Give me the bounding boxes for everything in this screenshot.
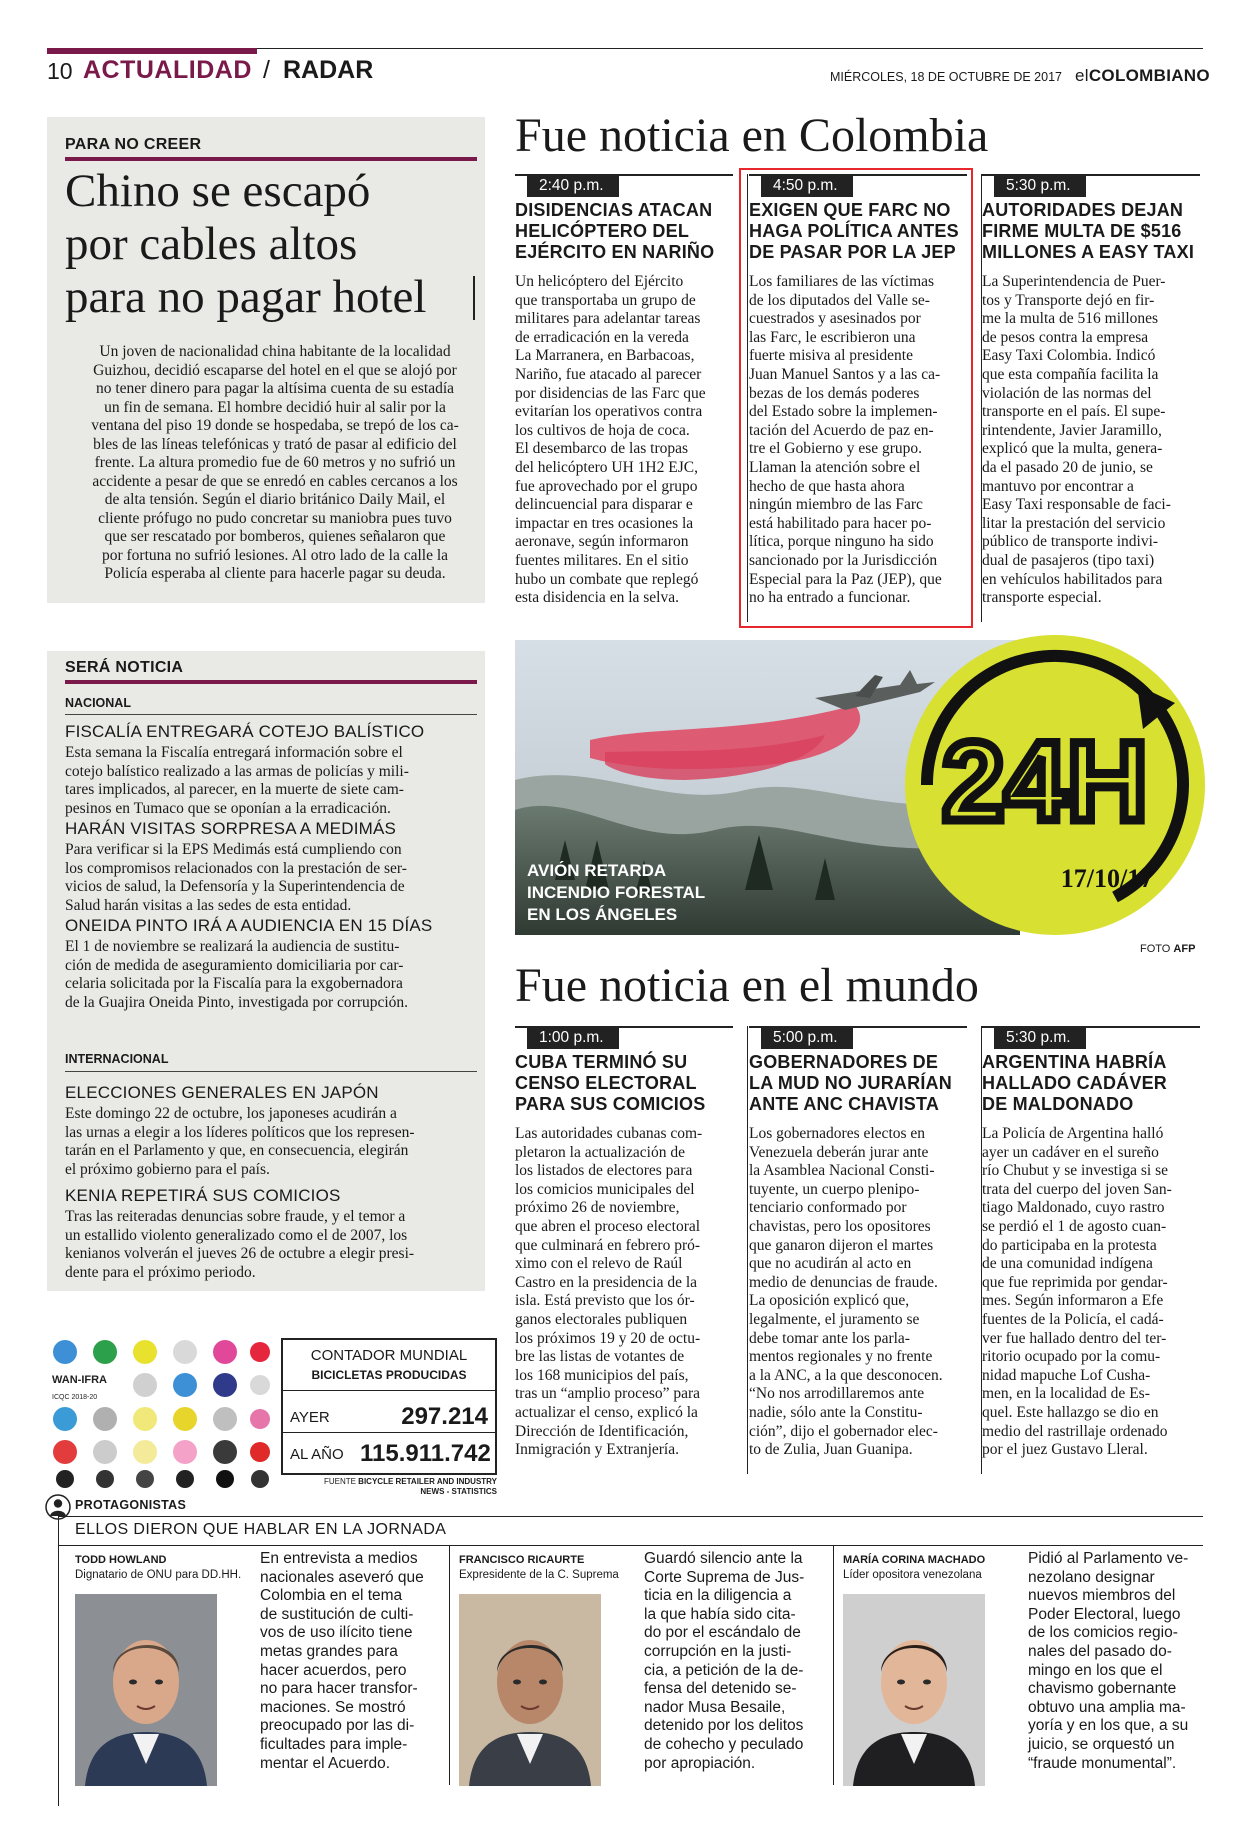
title-line: Chino se escapó [65,165,371,217]
thin-rule [65,1071,477,1072]
body-line: mingo en los que el [1028,1661,1163,1679]
time-badge: 5:30 p.m. [994,176,1086,197]
body-line: cliente prófugo no pudo concretar su maniobra pues tuvo [98,509,452,527]
body-line: explicó que la multa, genera- [982,440,1163,458]
body-line: del helicóptero UH 1H2 EJC, [515,458,698,476]
body-line: ción”, dijo el gobernador elec- [749,1422,938,1440]
body-line: dual de pasajeros (tipo taxi) [982,551,1155,569]
page-number: 10 [47,58,73,84]
icqc-code: ICQC 2018-20 [52,1394,98,1401]
body-line: celaria solicitada por la Fiscalía para la exgobernadora [65,975,403,992]
body-line: que ser rescatado por bomberos, quienes señalaron que [104,528,446,545]
body-line: “fraude monumental”. [1028,1754,1177,1772]
body-line: en vehículos habilitados para [982,570,1163,588]
counter-divider [283,1390,495,1391]
column-headline [749,1052,971,1115]
body-line: frente. La altura promedio fue de 60 metros y no sufrió un [94,454,456,471]
body-line: La Policía de Argentina halló [982,1125,1164,1142]
body-line: los comicios municipales del [515,1180,695,1198]
body-line: El 1 de noviembre se realizará la audiencia de sustitu- [65,938,400,955]
section-separator: / [263,56,270,84]
body-line: mes. Según informaron a Efe [982,1292,1164,1310]
protagonistas-subrule [58,1545,1203,1546]
headline-line: AUTORIDADES DEJAN [982,200,1184,220]
body-line: Juan Manuel Santos y a las ca- [749,365,941,383]
body-line: por disidencias de las Farc que [515,384,706,402]
body-line: público de transporte indivi- [982,533,1159,551]
wan-ifra-logo: WAN-IFRA [52,1374,107,1386]
body-line: Tras las reiteradas denuncias sobre fraude, y el temor a [65,1208,406,1225]
masthead-logo [1075,66,1210,86]
body-line: nezolano designar [1028,1568,1155,1586]
counter-ano-value: 115.911.742 [360,1440,491,1467]
news-item-title: FISCALÍA ENTREGARÁ COTEJO BALÍSTICO [65,722,425,741]
body-line: nadie, sólo ante la Constitu- [749,1403,923,1421]
body-line: La oposición explicó que, [749,1292,910,1310]
body-line: mentos regionales y no frente [749,1348,933,1366]
headline-line: MILLONES A EASY TAXI [982,242,1195,262]
body-line: por apropiación. [644,1754,756,1772]
body-line: medio de denuncias de fraude. [749,1273,938,1291]
body-line: hubo un combate que replegó [515,570,699,588]
body-line: la Asamblea Nacional Consti- [749,1162,935,1180]
body-line: violación de las normas del [982,384,1152,402]
body-line: bles de las líneas telefónicas y trató de pasar al edificio del [93,435,457,453]
body-line: nidad mapuche Lof Cusha- [982,1366,1151,1384]
body-line: do participaba en la protesta [982,1236,1157,1254]
body-line: está habilitado para hacer po- [749,514,932,532]
body-line: tares implicados, al parecer, en la muerte de siete cam- [65,781,404,798]
para-no-creer-title [65,165,426,324]
protagonistas-title: PROTAGONISTAS [75,1498,187,1512]
body-line: un estallido violento generalizado como el de 2007, los [65,1226,408,1244]
title-cursor-rule [473,276,475,320]
column-headline [515,200,737,263]
protagonist-name: FRANCISCO RICAURTE [459,1554,585,1566]
body-line: Para verificar si la EPS Medimás está cumpliendo con [65,841,402,858]
body-line: da el pasado 20 de junio, se [982,458,1153,476]
body-line: transporte especial. [982,589,1102,607]
body-line: no tener dinero para pagar la altísima cuenta de su estadía [95,380,455,397]
column-divider [747,1026,748,1474]
body-line: Dirección de Identificación, [515,1422,689,1440]
body-line: de cohecho y peculado [644,1735,804,1753]
body-line: ficultades para imple- [260,1735,408,1753]
issue-date: MIÉRCOLES, 18 DE OCTUBRE DE 2017 [829,70,1062,84]
news-item-title: KENIA REPETIRÁ SUS COMICIOS [65,1186,341,1205]
headline-line: CUBA TERMINÓ SU [515,1052,688,1072]
body-line: de sustitución de culti- [260,1605,414,1623]
headline-line: GOBERNADORES DE [749,1052,939,1072]
credit-prefix: FOTO [1140,943,1171,955]
headline-line: CENSO ELECTORAL [515,1073,697,1093]
headline-line: EXIGEN QUE FARC NO [749,200,951,220]
body-line: próximo 26 de noviembre, [515,1199,680,1217]
body-line: vos de uso ilícito tiene [260,1624,413,1642]
body-line: pesinos en Tumaco que se oponían a la erradicación. [65,799,391,817]
body-line: impactar en tres ocasiones la [515,514,694,532]
body-line: se perdió el 1 de agosto cuan- [982,1217,1167,1235]
kicker-rule [65,680,477,684]
body-line: no ha entrado a funcionar. [749,589,911,607]
body-line: isla. Está previsto que los ór- [515,1292,695,1310]
body-line: fue aprovechado por el grupo [515,477,698,495]
body-line: de pesos contra la empresa [982,328,1149,346]
body-line: de la Guajira Oneida Pinto, investigada por corrupción. [65,993,409,1011]
column-body [982,1125,1204,1460]
caption-line: AVIÓN RETARDA [527,861,667,880]
caption-line: EN LOS ÁNGELES [527,905,678,924]
protagonist-divider [833,1545,834,1785]
photo-credit [1140,943,1195,955]
photo-caption [527,860,705,926]
headline-line: PARA SUS COMICIOS [515,1094,706,1114]
body-line: ganos electorales publiquen [515,1310,688,1328]
body-line: Guizhou, decidió escaparse del hotel en el que se alojó por [93,361,457,379]
body-line: delincuencial para disparar e [515,496,693,514]
body-line: tación del Acuerdo de paz en- [749,421,934,439]
counter-ano-label: AL AÑO [290,1446,344,1463]
headline-line: HAGA POLÍTICA ANTES [749,221,959,241]
column-body [982,273,1204,608]
time-badge: 5:00 p.m. [761,1028,853,1049]
time-badge: 4:50 p.m. [761,176,853,197]
protagonist-photo [459,1594,601,1786]
column-headline [982,200,1204,263]
body-line: tarán en el Parlamento y que, en consecuencia, elegirán [65,1142,409,1159]
news-item-body [65,1105,480,1179]
body-line: que transportaba un grupo de [515,291,696,309]
body-line: Venezuela deberán jurar ante [749,1143,929,1161]
body-line: Un joven de nacionalidad china habitante de la localidad [99,343,451,360]
column-body [515,273,737,608]
protagonistas-vline [58,1516,59,1806]
headline-line: DISIDENCIAS ATACAN [515,200,713,220]
body-line: transporte en el país. El supe- [982,403,1166,421]
body-line: el próximo gobierno para el país. [65,1160,270,1178]
body-line: los cultivos de hoja de coca. [515,421,690,439]
body-line: Corte Suprema de Jus- [644,1568,805,1586]
headline-line: DE PASAR POR LA JEP [749,242,956,262]
body-line: me la multa de 516 millones [982,310,1159,328]
body-line: chavismo gobernante [1028,1680,1177,1698]
time-badge: 5:30 p.m. [994,1028,1086,1049]
protagonist-role: Dignatario de ONU para DD.HH. [75,1569,242,1581]
body-line: evitarían los operativos contra [515,403,703,421]
body-line: corrupción en la justi- [644,1642,792,1660]
body-line: por fortuna no sufrió lesiones. Al otro lado de la calle la [101,546,449,564]
headline-line: FIRME MULTA DE $516 [982,221,1182,241]
counter-ayer-label: AYER [290,1409,330,1426]
body-line: metas grandes para [260,1642,398,1660]
body-line: maciones. Se mostró [260,1698,406,1716]
counter-divider [283,1432,495,1433]
body-line: Poder Electoral, luego [1028,1605,1181,1623]
para-no-creer-kicker: PARA NO CREER [65,136,202,153]
body-line: hecho de que hasta ahora [749,477,905,495]
body-line: fuerte misiva al presidente [749,347,913,365]
source-line: NEWS - STATISTICS [420,1486,497,1496]
thin-rule [65,714,477,715]
body-line: los listados de electores para [515,1162,693,1180]
color-swatches [53,1340,270,1488]
body-line: yoría y en los que, a su [1028,1717,1189,1735]
body-line: cuestrados y asesinados por [749,310,921,328]
sera-noticia-kicker: SERÁ NOTICIA [65,659,184,676]
body-line: fuentes de la Policía, el cadá- [982,1310,1164,1328]
body-line: debe tomar ante los parla- [749,1329,910,1347]
body-line: ción de medida de aseguramiento domiciliaria por car- [65,956,404,974]
body-line: los compromisos relacionados con la prestación de ser- [65,859,407,877]
body-line: la que había sido cita- [644,1605,796,1623]
badge-date: 17/10/17 [1060,864,1154,893]
body-line: de una comunidad indígena [982,1255,1153,1273]
body-line: aeronave, según informaron [515,533,689,551]
body-line: las urnas a elegir a los líderes políticos que los represen- [65,1123,415,1141]
protagonistas-subtitle: ELLOS DIERON QUE HABLAR EN LA JORNADA [75,1521,447,1538]
body-line: “No nos arrodillaremos ante [749,1385,925,1403]
body-line: Colombia en el tema [260,1587,403,1605]
kicker-rule [65,157,477,161]
news-item-title: ELECCIONES GENERALES EN JAPÓN [65,1083,379,1102]
protagonist-text [260,1550,450,1773]
column-headline [982,1052,1204,1115]
mundo-heading: Fue noticia en el mundo [515,959,979,1012]
body-line: actualizar el censo, explicó la [515,1403,698,1421]
body-line: de los diputados del Valle se- [749,291,930,309]
body-line: cia, a petición de la de- [644,1661,804,1679]
body-line: pletaron la actualización de [515,1143,685,1161]
body-line: los próximos 19 y 20 de octu- [515,1329,701,1347]
color-control-bar [50,1337,270,1489]
body-line: hacer acuerdos, pero [260,1661,407,1679]
body-line: Easy Taxi Colombia. Indicó [982,347,1156,365]
body-line: trata del cuerpo del joven San- [982,1180,1172,1198]
body-line: kenianos volverán el jueves 26 de octubre a elegir presi- [65,1245,415,1262]
body-line: por el juez Gustavo Lleral. [982,1441,1148,1459]
protagonist-role: Expresidente de la C. Suprema [459,1569,619,1581]
column-headline [515,1052,737,1115]
source-line: BICYCLE RETAILER AND INDUSTRY [358,1477,497,1486]
body-line: río Chubut y se investiga si se [982,1162,1168,1180]
title-line: por cables altos [65,218,358,270]
body-line: vicios de salud, la Defensoría y la Superintendencia de [65,878,405,895]
body-line: Llaman la atención sobre el [749,458,921,476]
body-line: do por el escándalo de [644,1624,801,1642]
body-line: medio del rastrillaje ordenado [982,1422,1168,1440]
counter-ayer-value: 297.214 [401,1403,488,1430]
body-line: Easy Taxi responsable de faci- [982,496,1171,514]
body-line: Nariño, fue atacado al parecer [515,365,702,383]
body-line: bezas de los demás poderes [749,384,920,402]
body-line: Castro en la presidencia de la [515,1273,698,1291]
para-no-creer-body [68,343,482,584]
body-line: Los familiares de las víctimas [749,273,935,290]
body-line: mentar el Acuerdo. [260,1754,391,1772]
news-item-body [65,744,480,818]
body-line: tiago Maldonado, cuyo rastro [982,1199,1165,1217]
body-line: ticia en la diligencia a [644,1587,792,1605]
body-line: accidente a pesar de que se enredó en cables cercanos a los [92,472,458,490]
protagonistas-rule [58,1516,1203,1517]
body-line: mantuvo por encontrar a [982,477,1134,495]
title-line: para no pagar hotel [65,271,427,323]
body-line: detenido por los delitos [644,1717,804,1735]
body-line: ventana del piso 19 donde se hospedaba, se trepó de los ca- [91,417,459,434]
news-item-title: HARÁN VISITAS SORPRESA A MEDIMÁS [65,819,397,838]
body-line: La Superintendencia de Puer- [982,273,1166,290]
body-line: Inmigración y Extranjería. [515,1441,679,1459]
body-line: que esta compañía facilita la [982,365,1159,383]
body-line: tras un “amplio proceso” para [515,1385,701,1403]
news-item-body [65,841,480,915]
time-badge: 2:40 p.m. [527,176,619,197]
body-line: que fue reprimida por gendar- [982,1273,1168,1291]
body-line: obtuvo una amplia ma- [1028,1698,1186,1716]
protagonist-name: TODD HOWLAND [75,1554,167,1566]
time-badge: 1:00 p.m. [527,1028,619,1049]
body-line: lítica, porque ninguno ha sido [749,533,934,551]
body-line: preocupado por las di- [260,1717,415,1735]
body-line: quel. Este hallazgo se dio en [982,1403,1159,1421]
body-line: juicio, se orquestó un [1028,1735,1175,1753]
body-line: Especial para la Paz (JEP), que [749,570,942,588]
body-line: El desembarco de las tropas [515,440,689,458]
protagonist-text [1028,1550,1218,1773]
credit-source: AFP [1173,943,1196,955]
body-line: Las autoridades cubanas com- [515,1125,703,1142]
highlight-frame [739,168,973,628]
body-line: las Farc, le escribieron una [749,328,916,346]
headline-line: LA MUD NO JURARÍAN [749,1073,952,1093]
news-item-title: ONEIDA PINTO IRÁ A AUDIENCIA EN 15 DÍAS [65,916,433,935]
subsection-title: RADAR [283,56,374,84]
masthead-name: COLOMBIANO [1088,66,1210,85]
protagonist-divider [449,1545,450,1785]
body-line: cotejo balístico realizado a las armas de policías y mili- [65,762,409,780]
body-line: legalmente, el juramento se [749,1310,920,1328]
body-line: chavistas, pero los opositores [749,1217,931,1235]
body-line: militares para adelantar tareas [515,310,701,328]
news-item-body [65,1208,480,1282]
body-line: La Marranera, en Barbacoas, [515,347,695,365]
body-line: los 168 municipios del país, [515,1366,689,1384]
headline-line: HELICÓPTERO DEL [515,221,690,241]
body-line: ximo con el relevo de Raúl [515,1255,683,1273]
protagonist-role: Líder opositora venezolana [843,1569,982,1581]
body-line: Esta semana la Fiscalía entregará información sobre el [65,744,403,761]
body-line: ningún miembro de las Farc [749,496,923,514]
body-line: Guardó silencio ante la [644,1550,803,1567]
body-line: tuyente, un cuerpo plenipo- [749,1180,920,1198]
body-line: que culminará en febrero pró- [515,1236,701,1254]
body-line: del Estado sobre la implemen- [749,403,938,421]
body-line: Pidió al Parlamento ve- [1028,1550,1189,1567]
body-line: Policía esperaba al cliente para hacerle pagar su deuda. [104,565,446,582]
nacional-label: NACIONAL [65,696,131,710]
body-line: litar la prestación del servicio [982,514,1166,532]
headline-line: DE MALDONADO [982,1094,1134,1114]
internacional-label: INTERNACIONAL [65,1052,169,1066]
body-line: dente para el próximo periodo. [65,1263,256,1281]
section-title: ACTUALIDAD [83,56,252,84]
protagonist-photo [843,1594,985,1786]
body-line: men, en la localidad de Es- [982,1385,1150,1403]
body-line: de los comicios regio- [1028,1624,1178,1642]
caption-line: INCENDIO FORESTAL [527,883,706,902]
body-line: nuevos miembros del [1028,1587,1176,1605]
body-line: bre las listas de votantes de [515,1348,685,1366]
body-line: nador Musa Besaile, [644,1698,786,1716]
badge-24h-text: 24H [942,719,1148,844]
headline-line: HALLADO CADÁVER [982,1073,1167,1093]
body-line: que abren el proceso electoral [515,1217,701,1235]
protagonist-name: MARÍA CORINA MACHADO [843,1554,986,1566]
header-accent-bar [47,48,257,54]
body-line: ver fue hallado dentro del ter- [982,1329,1167,1347]
protagonist-photo [75,1594,217,1786]
body-line: tenciario conformado por [749,1199,907,1217]
body-line: Salud harán visitas a las sedes de esta entidad. [65,896,352,914]
body-line: esta disidencia en la selva. [515,589,679,607]
column-body [515,1125,737,1460]
counter-source [283,1477,497,1496]
body-line: ritorio ocupado por la comu- [982,1348,1161,1366]
body-line: que ganaron dijeron el martes [749,1236,934,1254]
body-line: En entrevista a medios [260,1550,418,1567]
body-line: un fin de semana. El hombre decidió huir al salir por la [104,398,446,416]
column-body [749,1125,971,1460]
body-line: tre el Gobierno y ese grupo. [749,440,923,458]
counter-subtitle: BICICLETAS PRODUCIDAS [311,1368,467,1382]
colombia-heading: Fue noticia en Colombia [515,109,989,162]
body-line: fensa del detenido se- [644,1680,797,1698]
body-line: Los gobernadores electos en [749,1125,926,1142]
masthead-prefix: el [1075,66,1089,85]
body-line: que no acudirán al acto en [749,1255,912,1273]
body-line: rintendente, Javier Jaramillo, [982,421,1162,439]
news-item-body [65,938,480,1012]
body-line: de erradicación en la vereda [515,328,689,346]
body-line: Este domingo 22 de octubre, los japoneses acudirán a [65,1105,397,1122]
body-line: Un helicóptero del Ejército [515,273,684,290]
body-line: de alta tensión. Según el diario británico Daily Mail, el [104,491,446,508]
protagonist-text [644,1550,834,1773]
body-line: no para hacer transfor- [260,1680,418,1698]
body-line: a la ANC, a la que desconocen. [749,1366,943,1384]
body-line: sancionado por la Jurisdicción [749,551,938,569]
body-line: tos y Transporte dejó en fir- [982,291,1155,309]
body-line: nales del pasado do- [1028,1642,1172,1660]
headline-line: EJÉRCITO EN NARIÑO [515,242,715,262]
24h-badge [875,625,1205,935]
headline-line: ANTE ANC CHAVISTA [749,1094,940,1114]
body-line: to de Zulia, Juan Guanipa. [749,1441,913,1459]
counter-title: CONTADOR MUNDIAL [310,1347,468,1364]
headline-line: ARGENTINA HABRÍA [982,1052,1167,1072]
source-prefix: FUENTE [323,1477,356,1486]
body-line: ayer un cadáver en el sureño [982,1143,1159,1161]
body-line: nacionales aseveró que [260,1568,424,1586]
body-line: fuentes militares. En el sitio [515,551,689,569]
